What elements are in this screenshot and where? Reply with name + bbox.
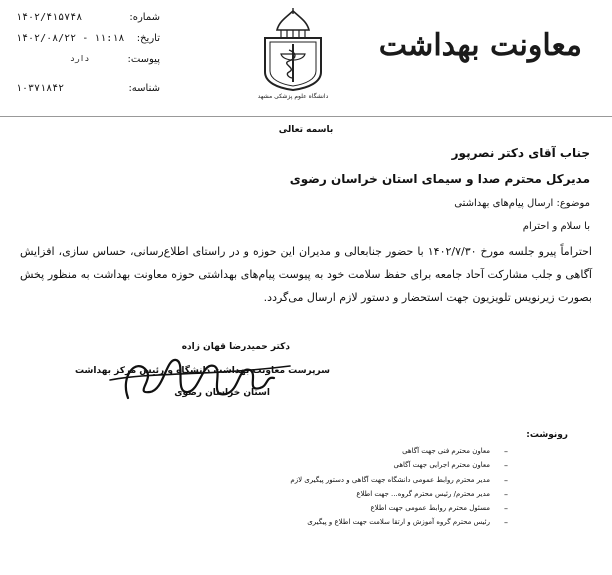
addressee-title: مدیرکل محترم صدا و سیمای استان خراسان رضوی bbox=[289, 172, 590, 186]
cc-item-text: مدیر محترم/ رئیس محترم گروه... جهت اطلاع bbox=[356, 489, 490, 498]
letter-id-label: شناسه: bbox=[128, 83, 160, 94]
letter-number-label: شماره: bbox=[129, 12, 160, 23]
meta-id-row bbox=[10, 83, 160, 104]
letter-number: ۱۴۰۲/۴۱۵۷۴۸ bbox=[16, 12, 83, 23]
letter-attachment: دارد bbox=[70, 54, 90, 63]
letter-attachment-label: پیوست: bbox=[127, 54, 160, 65]
letter-greeting: با سلام و احترام bbox=[522, 221, 590, 232]
cc-item-text: مدیر محترم روابط عمومی دانشگاه جهت آگاهی و دستور پیگیری لازم bbox=[290, 475, 490, 484]
meta-number-row bbox=[10, 12, 160, 33]
university-logo bbox=[255, 8, 331, 100]
header-divider bbox=[0, 116, 612, 117]
cc-item-text: مسئول محترم روابط عمومی جهت اطلاع bbox=[370, 504, 490, 513]
cc-item-text: رئیس محترم گروه آموزش و ارتقا سلامت جهت اطلاع و پیگیری bbox=[307, 518, 490, 527]
cc-item-text: معاون محترم اجرایی جهت آگاهی bbox=[393, 461, 490, 470]
letter-subject: موضوع: ارسال پیام‌های بهداشتی bbox=[454, 198, 590, 209]
letter-date: ۱۴۰۲/۰۸/۲۲ - ۱۱:۱۸ bbox=[16, 33, 125, 44]
bullet-icon: – bbox=[504, 475, 508, 485]
meta-date-row bbox=[10, 33, 160, 54]
letter-date-label: تاریخ: bbox=[136, 33, 160, 44]
letter-meta bbox=[10, 12, 160, 104]
cc-item bbox=[290, 461, 508, 475]
letter-id: ۱۰۳۷۱۸۴۲ bbox=[16, 83, 65, 94]
bullet-icon: – bbox=[504, 489, 508, 499]
department-title: معاونت بهداشت bbox=[378, 28, 582, 63]
invocation: باسمه تعالی bbox=[278, 125, 334, 135]
logo-caption: دانشگاه علوم پزشکی مشهد bbox=[257, 93, 329, 100]
signatory-name: دکتر حمیدرضا قهان زاده bbox=[181, 342, 290, 352]
cc-item bbox=[290, 447, 508, 461]
letter-body: احتراماً پیرو جلسه مورخ ۱۴۰۲/۷/۳۰ با حضور جنابعالی و مدیران این حوزه و در راستای اطلاع‌رسانی، حساس سازی، افزایش آگاهی و جلب مشارکت آحاد جامعه برای حفظ سلامت خود به پیوست پیام‌های بهداشتی حوزه معاونت بهداشت به منظور پخش بصورت زیرنویس تلویزیون جهت استحضار و دستور لازم ارسال می‌گردد. bbox=[20, 245, 592, 304]
signatory-province: استان خراسان رضوی bbox=[174, 388, 270, 398]
signatory-title: سرپرست معاونت بهداشت دانشگاه و رئیس مرکز بهداشت bbox=[75, 366, 330, 376]
cc-item bbox=[290, 476, 508, 490]
cc-item bbox=[290, 518, 508, 532]
cc-item-text: معاون محترم فنی جهت آگاهی bbox=[402, 447, 490, 455]
addressee-name: جناب آقای دکتر نصرپور bbox=[451, 146, 590, 160]
cc-item bbox=[290, 490, 508, 504]
bullet-icon: – bbox=[504, 504, 508, 514]
meta-attachment-row bbox=[10, 54, 160, 75]
bullet-icon: – bbox=[504, 447, 508, 456]
bullet-icon: – bbox=[504, 461, 508, 471]
bullet-icon: – bbox=[504, 518, 508, 528]
cc-item bbox=[290, 504, 508, 518]
cc-label: رونوشت: bbox=[526, 430, 568, 440]
cc-list bbox=[290, 447, 508, 533]
